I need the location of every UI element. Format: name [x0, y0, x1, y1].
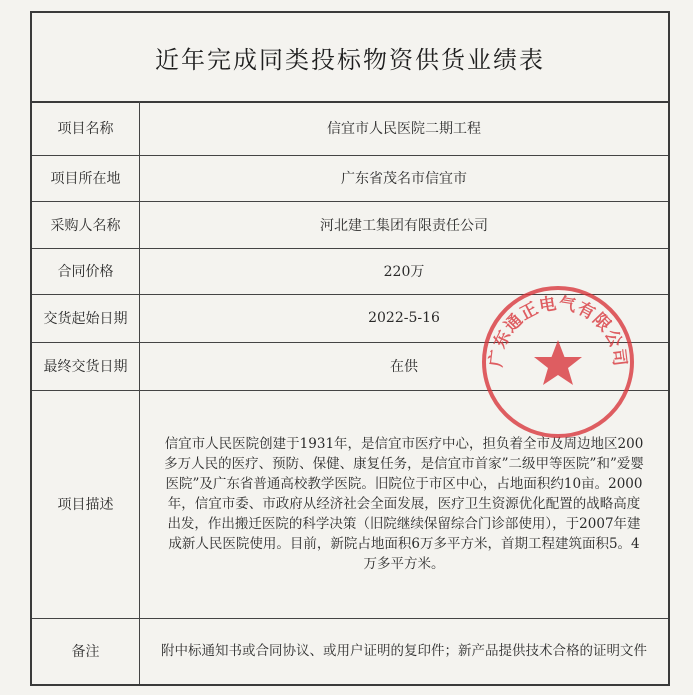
table-row-remark	[32, 618, 668, 684]
table-row-contract-price	[32, 248, 668, 295]
svg-text:广东通正电气有限公司: 广东通正电气有限公司	[486, 293, 630, 369]
performance-table	[30, 11, 670, 686]
table-row-location	[32, 155, 668, 202]
row-value-cell	[140, 390, 668, 618]
project-description: 信宜市人民医院创建于1931年，是信宜市医疗中心，担负着全市及周边地区200多万人民的医疗、预防、保健、康复任务，是信宜市首家”二级甲等医院”和”爱婴医院”及广东省普通高校教学医院。旧院位于市区中心，占地面积约10亩。2000年，信宜市委、市政府从经济社会全面发展，医疗卫生资源优化配置的战略高度出发，作出搬迁医院的科学决策（旧院继续保留综合门诊部使用），于2007年建成新人民医院使用。目前，新院占地面积6万多平方米，首期工程建筑面积5。4万多平方米。	[164, 436, 644, 572]
row-label: 项目描述	[32, 390, 140, 618]
table-row-description	[32, 390, 668, 619]
table-row-end-date	[32, 342, 668, 391]
row-label: 项目所在地	[32, 155, 140, 201]
row-label: 备注	[32, 618, 140, 684]
row-value: 河北建工集团有限责任公司	[320, 217, 488, 234]
title-row	[32, 13, 668, 103]
row-value: 广东省茂名市信宜市	[341, 171, 467, 187]
row-value-cell	[140, 618, 668, 684]
row-value: 在供	[390, 359, 418, 375]
table-row-project-name	[32, 101, 668, 156]
row-label: 交货起始日期	[32, 294, 140, 342]
row-label: 最终交货日期	[32, 342, 140, 390]
table-row-purchaser	[32, 201, 668, 249]
row-value: 2022-5-16	[368, 310, 440, 326]
row-label: 采购人名称	[32, 201, 140, 248]
document-title: 近年完成同类投标物资供货业绩表	[155, 45, 545, 74]
table-row-start-date	[32, 294, 668, 343]
row-value: 220万	[383, 264, 425, 280]
remark-text: 附中标通知书或合同协议、或用户证明的复印件；新产品提供技术合格的证明文件	[161, 643, 647, 659]
row-label: 项目名称	[32, 101, 140, 155]
row-value: 信宜市人民医院二期工程	[327, 121, 481, 137]
row-label: 合同价格	[32, 248, 140, 294]
